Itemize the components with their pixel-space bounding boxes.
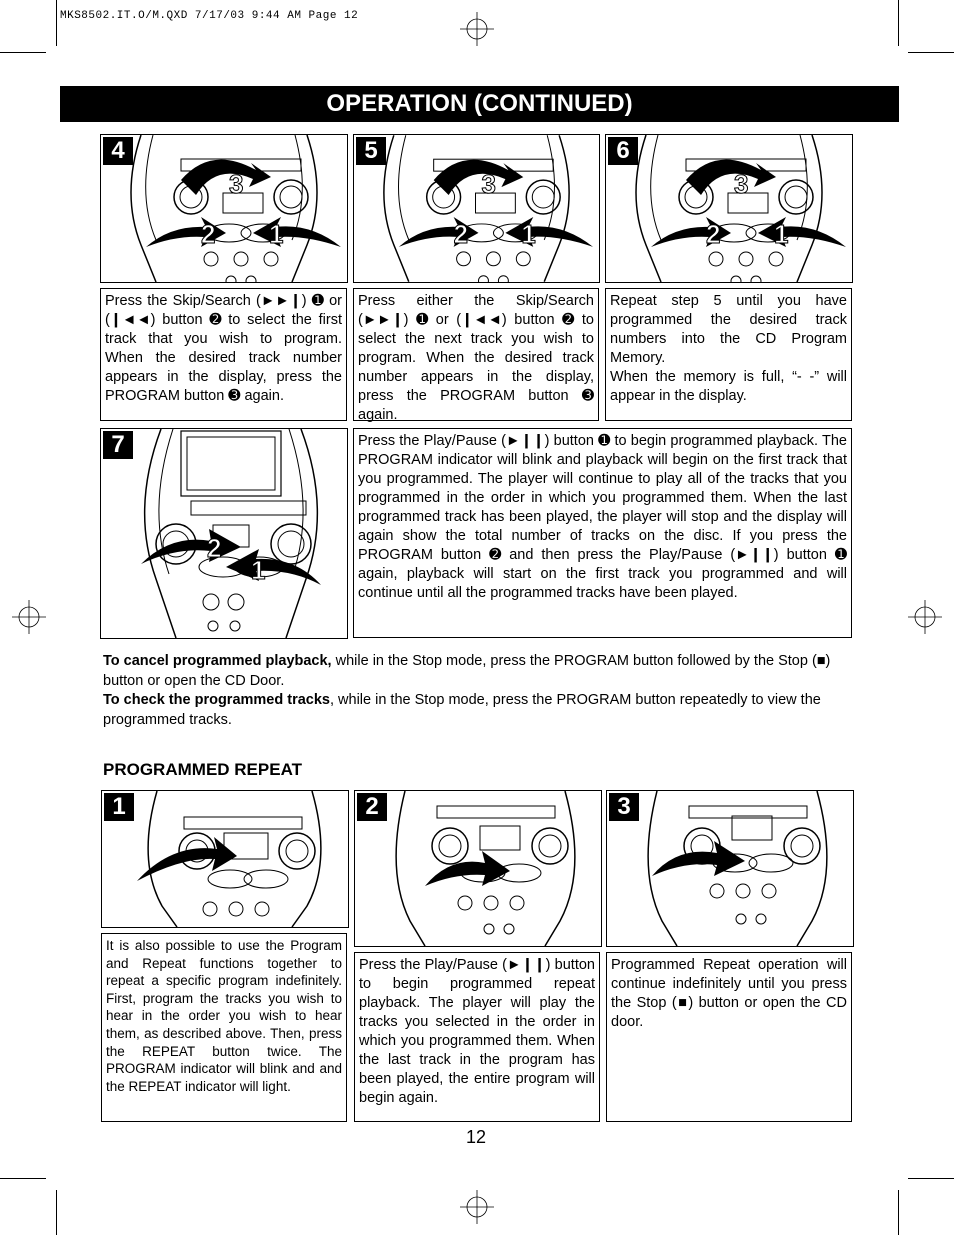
crop-mark bbox=[0, 52, 46, 53]
step-text: Press the Skip/Search (►►❙) ➊ or (❙◄◄) button ➋ to select the first track that you wish to program. When the desired track number appears in the display, press the PROGRAM button ➌ again. bbox=[105, 293, 342, 404]
crop-mark bbox=[908, 52, 954, 53]
step-instructions bbox=[354, 952, 600, 1122]
callout-number: 1 bbox=[251, 555, 266, 585]
crop-mark bbox=[898, 1190, 899, 1235]
crop-mark bbox=[908, 1178, 954, 1179]
step-illustration bbox=[100, 428, 348, 639]
cd-player-illustration bbox=[101, 429, 347, 638]
note-heading: To cancel programmed playback, bbox=[103, 653, 332, 669]
step-instructions bbox=[353, 288, 599, 421]
file-header: MKS8502.IT.O/M.QXD 7/17/03 9:44 AM Page 12 bbox=[60, 10, 359, 22]
step-text: Press the Play/Pause (►❙❙) button ➊ to begin programmed playback. The PROGRAM indicator will blink and playback will begin on the first track that you programmed. The player will continue to play all of the tracks that you programmed in the order in which you programmed them. When the last programmed track has been played, the player will stop and the display will again show the total number of tracks on the disc. If you press the PROGRAM button ➋ and then press the Play/Pause (►❙❙) button ➊ again, playback will start on the first track you programmed and will continue until all the programmed tracks have been played. bbox=[358, 433, 847, 601]
step-number: 3 bbox=[609, 793, 639, 821]
registration-mark-icon bbox=[460, 1190, 494, 1224]
cd-player-illustration bbox=[101, 135, 347, 282]
step-illustration bbox=[605, 134, 853, 283]
step-text: When the memory is full, “- -” will appear in the display. bbox=[610, 369, 847, 404]
registration-mark-icon bbox=[460, 12, 494, 46]
step-number: 7 bbox=[103, 431, 133, 459]
note-text: , while in the Stop mode, press the PROGRAM button repeatedly to view the programmed tracks. bbox=[103, 692, 821, 728]
cd-player-illustration bbox=[606, 135, 852, 282]
callout-number: 1 bbox=[269, 219, 284, 249]
registration-mark-icon bbox=[908, 600, 942, 634]
step-illustration bbox=[100, 134, 348, 283]
cd-player-illustration bbox=[354, 135, 599, 282]
callout-number: 3 bbox=[229, 169, 244, 199]
callout-number: 2 bbox=[201, 219, 216, 249]
step-instructions bbox=[100, 288, 347, 421]
page-number: 12 bbox=[466, 1127, 487, 1147]
callout-number: 3 bbox=[481, 171, 496, 200]
callout-number: 2 bbox=[706, 219, 721, 249]
callout-number: 2 bbox=[207, 533, 222, 563]
page-title: OPERATION (CONTINUED) bbox=[60, 86, 899, 122]
registration-mark-icon bbox=[12, 600, 46, 634]
step-number: 4 bbox=[103, 137, 133, 165]
step-instructions bbox=[605, 288, 852, 421]
step-illustration bbox=[606, 790, 854, 947]
step-instructions bbox=[606, 952, 852, 1122]
step-number: 5 bbox=[356, 137, 386, 165]
step-illustration bbox=[354, 790, 602, 947]
step-text: Press either the Skip/Search (►►❙) ➊ or (❙◄◄) button ➋ to select the next track you wish to program. When the desired track number appears in the display, press the PROGRAM button ➌ again. bbox=[358, 293, 594, 423]
section-title: PROGRAMMED REPEAT bbox=[103, 760, 302, 779]
step-text: Programmed Repeat operation will continue indefinitely until you press the Stop (■) button or open the CD door. bbox=[611, 957, 847, 1030]
step-number: 2 bbox=[357, 793, 387, 821]
crop-mark bbox=[56, 0, 57, 46]
cancel-note bbox=[103, 652, 853, 691]
cd-player-illustration bbox=[102, 791, 348, 927]
step-instructions bbox=[353, 428, 852, 638]
callout-number: 3 bbox=[734, 169, 749, 199]
crop-mark bbox=[0, 1178, 46, 1179]
cd-player-illustration bbox=[607, 791, 853, 946]
callout-number: 2 bbox=[453, 220, 468, 249]
step-text: Press the Play/Pause (►❙❙) button to begin programmed repeat playback. The player will play the tracks you selected in the order in which you programmed them. When the last track in the program has been played, the entire program will begin again. bbox=[359, 957, 595, 1106]
step-instructions bbox=[101, 933, 347, 1122]
crop-mark bbox=[56, 1190, 57, 1235]
step-number: 6 bbox=[608, 137, 638, 165]
note-heading: To check the programmed tracks bbox=[103, 692, 330, 708]
note-text: while in the Stop mode, press the PROGRAM button followed by the Stop (■) button or open the CD Door. bbox=[103, 653, 831, 689]
crop-mark bbox=[898, 0, 899, 46]
callout-number: 1 bbox=[774, 219, 789, 249]
step-number: 1 bbox=[104, 793, 134, 821]
check-note bbox=[103, 691, 853, 730]
callout-number: 1 bbox=[521, 220, 536, 249]
cd-player-illustration bbox=[355, 791, 601, 946]
step-text: It is also possible to use the Program and Repeat functions together to repeat a specific program indefinitely. First, program the tracks you wish to hear in the order you wish to hear them, as described above. Then, press the REPEAT button twice. The PROGRAM indicator will blink and and the REPEAT indicator will light. bbox=[106, 938, 342, 1094]
step-illustration bbox=[353, 134, 600, 283]
step-text: Repeat step 5 until you have programmed the desired track numbers into the CD Program Memory. bbox=[610, 293, 847, 366]
step-illustration bbox=[101, 790, 349, 928]
